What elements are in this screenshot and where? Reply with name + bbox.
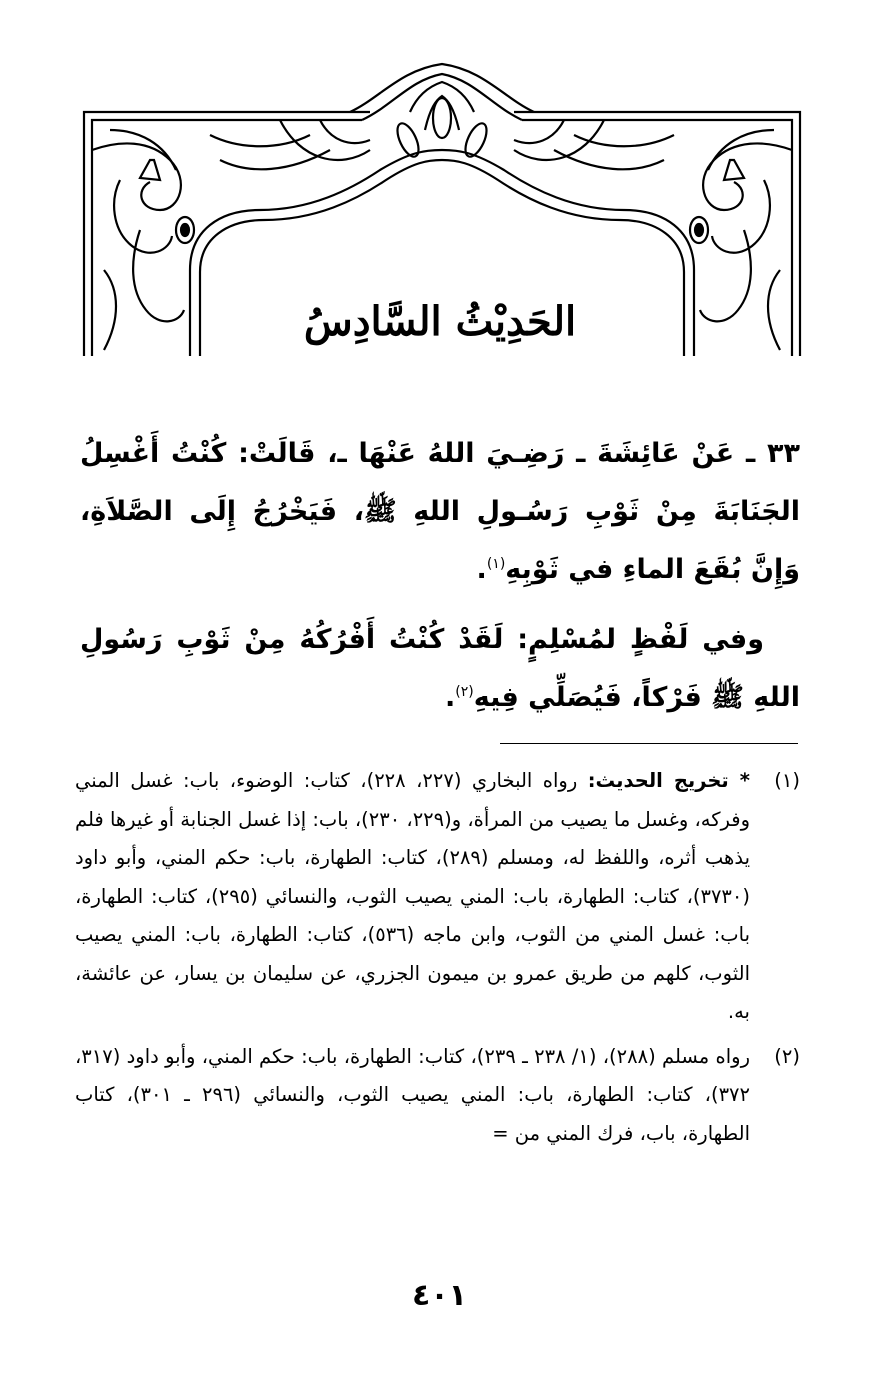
footnote-marker: * تخريج الحديث: [587,769,751,792]
footnote-number: (١) [774,769,800,792]
footnotes [75,762,800,1153]
footnote-text: * تخريج الحديث: رواه البخاري (٢٢٧، ٢٢٨)، كتاب: الوضوء، باب: غسل المني وفركه، وغسل ما يصيب من المرأة، و(٢٢٩، ٢٣٠)، باب: إذا غسل الجنابة أو غيرها فلم يذهب أثره، واللفظ له، ومسلم (٢٨٩)، كتاب: الطهارة، باب: حكم المني، وأبو داود (٣٧٣٠)، كتاب: الطهارة، باب: المني يصيب الثوب، والنسائي (٢٩٥)، كتاب: الطهارة، باب: غسل المني من الثوب، وابن ماجه (٥٣٦)، كتاب: الطهارة، باب: المني يصيب الثوب، كلهم من طريق عمرو بن ميمون الجزري، عن سليمان بن يسار، عن عائشة، به. [74,769,751,1023]
footnote-separator [500,743,798,744]
page-number: ٤٠١ [412,1278,467,1313]
hadith-paragraph: ٣٣ ـ عَنْ عَائِشَةَ ـ رَضِـيَ اللهُ عَنْهَا ـ، قَالَتْ: كُنْتُ أَغْسِلُ الجَنَابَةَ مِنْ ثَوْبِ رَسُـولِ اللهِ ﷺ، فَيَخْرُجُ إِلَى الصَّلاَةِ، وَإِنَّ بُقَعَ الماءِ في ثَوْبِهِ$^{(١)}$. [80,438,801,585]
muslim-variant-text: وفي لَفْظٍ لمُسْلِمٍ: لَقَدْ كُنْتُ أَفْرُكُهُ مِنْ ثَوْبِ رَسُولِ اللهِ ﷺ فَرْكاً، فَيُصَلِّي فِيهِ [80,624,800,713]
footnote-text: رواه مسلم (٢٨٨)، (١/ ٢٣٨ ـ ٢٣٩)، كتاب: الطهارة، باب: حكم المني، وأبو داود (٣١٧، ٣٧٢)، كتاب: الطهارة، باب: المني يصيب الثوب، والنسائي (٢٩٦ ـ ٣٠١)، كتاب الطهارة، باب، فرك المني من = [75,1044,750,1145]
footnote-ref-1[interactable]: (١) [486,556,506,572]
footnote-number: (٢) [774,1044,800,1068]
hadith-number: ٣٣ [767,438,801,469]
muslim-variant-paragraph: وفي لَفْظٍ لمُسْلِمٍ: لَقَدْ كُنْتُ أَفْرُكُهُ مِنْ ثَوْبِ رَسُولِ اللهِ ﷺ فَرْكاً، فَيُصَلِّي فِيهِ$^{(٢)}$. [80,624,800,713]
footnote-1 [75,762,800,1032]
hadith-text [80,425,800,727]
footnote-ref-2[interactable]: (٢) [455,684,474,700]
footnote-2 [75,1038,800,1154]
chapter-title: الحَدِيْثُ السَّادِسُ [303,298,577,345]
hadith-body: ـ عَنْ عَائِشَةَ ـ رَضِـيَ اللهُ عَنْهَا ـ، قَالَتْ: كُنْتُ أَغْسِلُ الجَنَابَةَ مِنْ ثَوْبِ رَسُـولِ اللهِ ﷺ، فَيَخْرُجُ إِلَى الصَّلاَةِ، وَإِنَّ بُقَعَ الماءِ في ثَوْبِهِ [80,438,800,585]
